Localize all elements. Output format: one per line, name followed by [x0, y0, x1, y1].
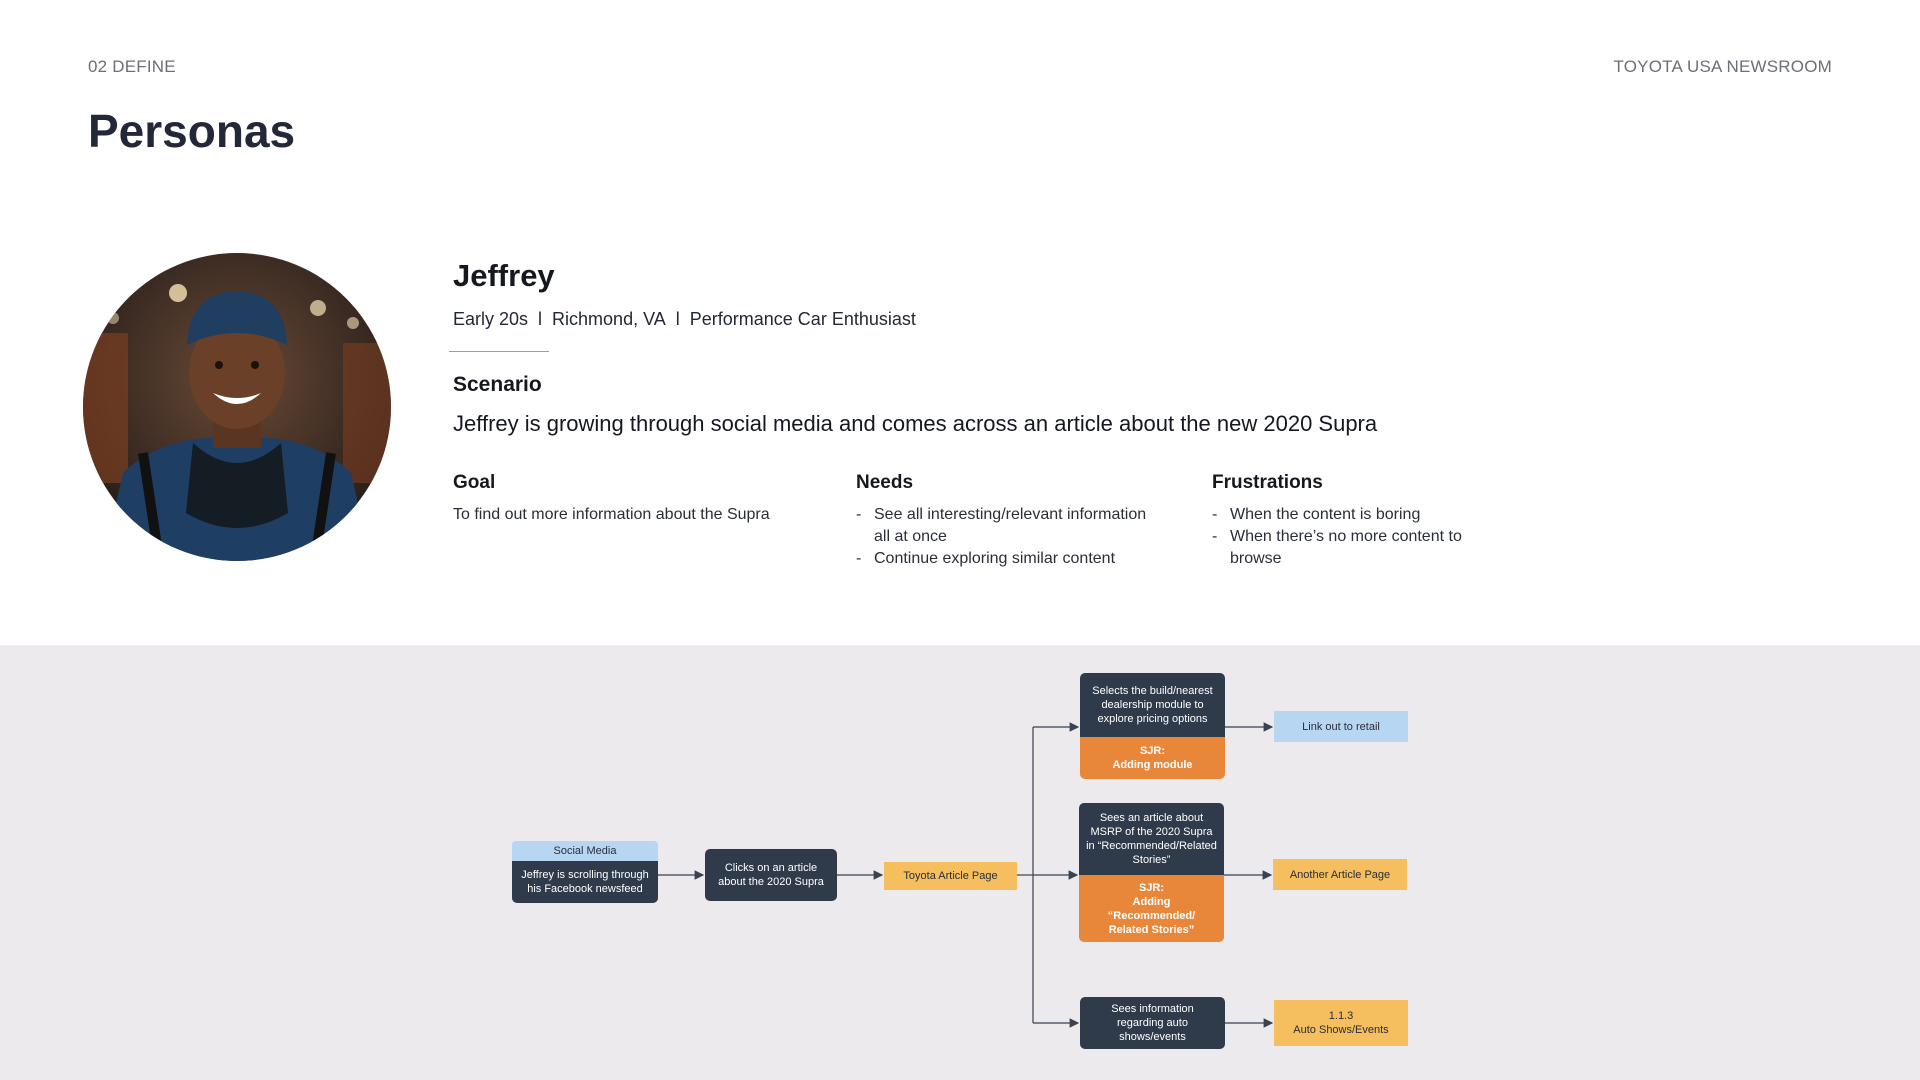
- scenario-text: Jeffrey is growing through social media and comes across an article about the new 2020 Supra: [453, 411, 1378, 436]
- persona-name: Jeffrey: [453, 258, 555, 293]
- persona-location: Richmond, VA: [552, 309, 666, 329]
- frustrations-item: - When the content is boring: [1212, 504, 1512, 526]
- persona-divider: [449, 351, 549, 352]
- needs-heading: Needs: [856, 472, 914, 493]
- scenario-heading: Scenario: [453, 373, 542, 396]
- click-article-node: Clicks on an article about the 2020 Supra: [705, 849, 837, 901]
- auto-shows-text: Auto Shows/Events: [1293, 1024, 1389, 1036]
- persona-role: Performance Car Enthusiast: [689, 309, 916, 329]
- goal-text: To find out more information about the Supra: [453, 506, 770, 523]
- sjr-recommended-stories-node: SJR: Adding “Recommended/ Related Stories”: [1079, 875, 1224, 942]
- build-dealership-action-node: Selects the build/nearest dealership module to explore pricing options: [1080, 673, 1225, 737]
- goal-column: [453, 472, 773, 526]
- frustrations-list: [1212, 504, 1512, 570]
- brand-label: TOYOTA USA NEWSROOM: [1613, 57, 1832, 76]
- needs-list: [856, 504, 1156, 570]
- social-media-label-node: Social Media: [512, 841, 658, 861]
- needs-column: [856, 472, 1156, 570]
- auto-shows-number: 1.1.3: [1328, 1010, 1354, 1022]
- social-media-node: Jeffrey is scrolling through his Facebook newsfeed: [512, 861, 658, 903]
- sjr-adding-module-node: SJR: Adding module: [1080, 737, 1225, 779]
- needs-item: - See all interesting/relevant information all at once: [856, 504, 1156, 548]
- meta-separator: l: [538, 309, 543, 329]
- user-flow-diagram: [0, 645, 1920, 1080]
- another-article-page-node: Another Article Page: [1273, 859, 1407, 890]
- frustrations-column: [1212, 472, 1512, 570]
- frustrations-item: - When there’s no more content to browse: [1212, 526, 1512, 570]
- needs-item: - Continue exploring similar content: [856, 548, 1156, 570]
- meta-separator: l: [675, 309, 680, 329]
- auto-shows-action-node: Sees information regarding auto shows/events: [1080, 997, 1225, 1049]
- toyota-article-page-node: Toyota Article Page: [884, 862, 1017, 890]
- section-label: 02 DEFINE: [88, 57, 176, 76]
- frustrations-heading: Frustrations: [1212, 472, 1323, 493]
- persona-age: Early 20s: [453, 309, 529, 329]
- link-out-to-retail-node: Link out to retail: [1274, 711, 1408, 742]
- persona-avatar: [83, 253, 391, 561]
- persona-photo: [83, 253, 391, 561]
- page-title: Personas: [88, 105, 296, 157]
- auto-shows-events-node: [1274, 1000, 1408, 1046]
- persona-meta: [453, 309, 916, 330]
- msrp-article-action-node: Sees an article about MSRP of the 2020 Supra in “Recommended/Related Stories”: [1079, 803, 1224, 875]
- goal-heading: Goal: [453, 472, 496, 493]
